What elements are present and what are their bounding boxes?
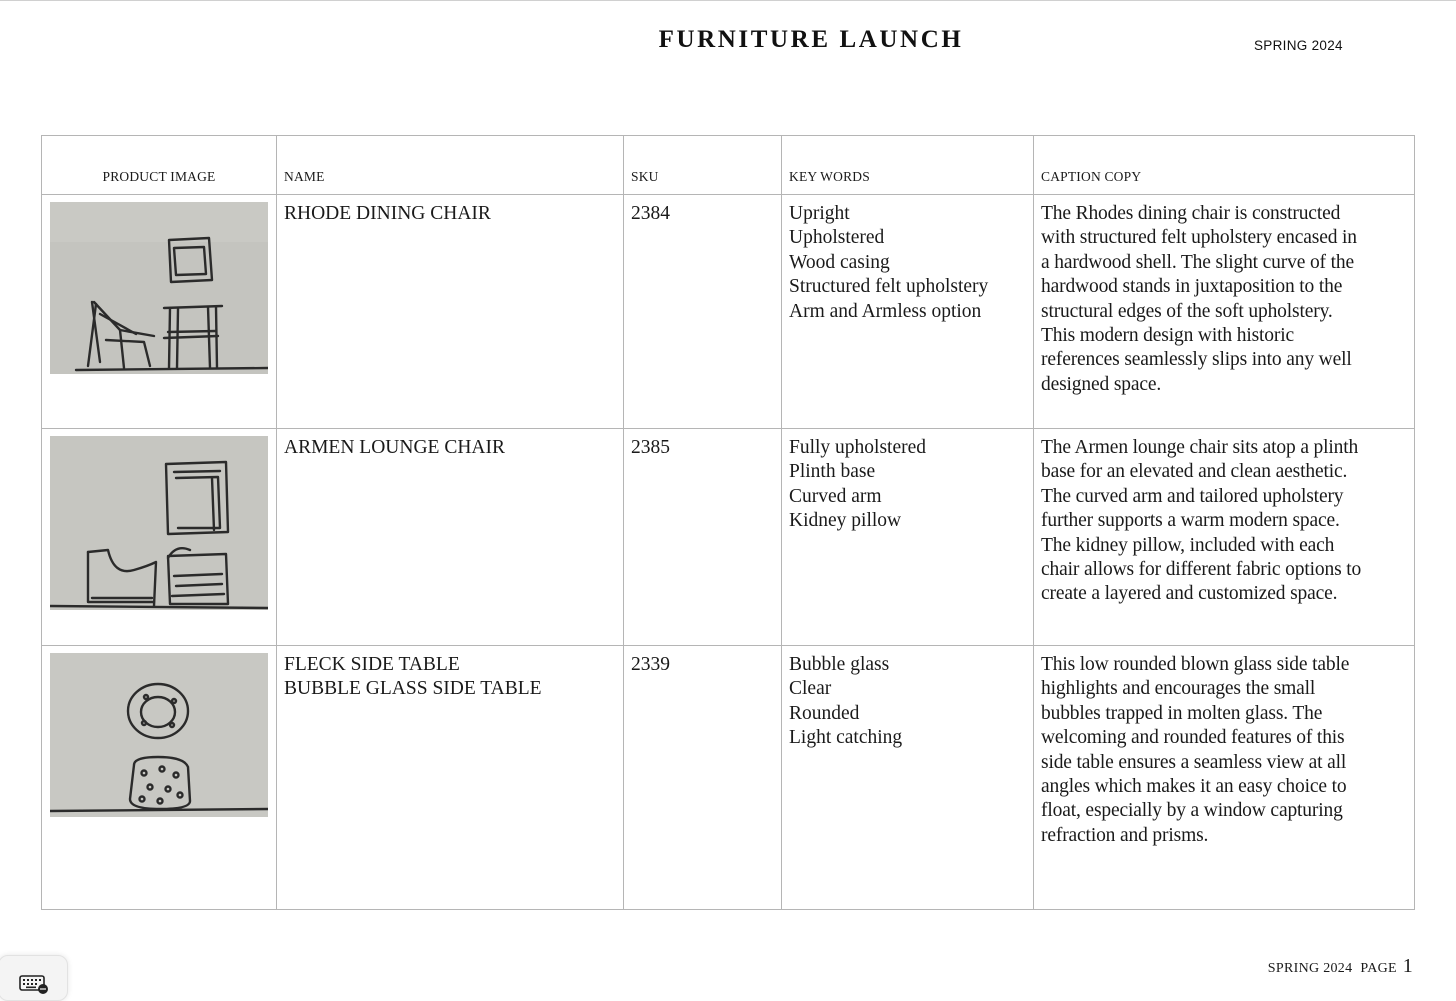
key-words-cell bbox=[782, 646, 1034, 910]
caption-line: This modern design with historic bbox=[1041, 325, 1295, 347]
lounge-chair-sketch-icon bbox=[50, 436, 268, 610]
product-table bbox=[41, 135, 1415, 910]
sku-cell bbox=[624, 646, 782, 910]
caption-line: The Rhodes dining chair is constructed bbox=[1041, 203, 1341, 224]
key-word: Structured felt upholstery bbox=[789, 276, 989, 298]
caption-line: The curved arm and tailored upholstery bbox=[1041, 485, 1344, 507]
product-name: RHODE DINING CHAIR bbox=[284, 203, 491, 224]
document-title: FURNITURE LAUNCH bbox=[658, 26, 964, 53]
caption-line: highlights and encourages the small bbox=[1041, 678, 1316, 700]
document-season: SPRING 2024 bbox=[1254, 38, 1343, 53]
table-row bbox=[42, 429, 1415, 646]
product-name-alt: BUBBLE GLASS SIDE TABLE bbox=[284, 678, 542, 700]
key-word: Light catching bbox=[789, 727, 903, 749]
product-name: ARMEN LOUNGE CHAIR bbox=[284, 437, 505, 458]
top-rule bbox=[0, 0, 1456, 1]
caption-copy-cell bbox=[1034, 646, 1415, 910]
key-word: Fully upholstered bbox=[789, 437, 927, 458]
product-image-cell bbox=[42, 195, 277, 429]
footer-page-number: 1 bbox=[1402, 955, 1413, 977]
header-product-image: PRODUCT IMAGE bbox=[42, 136, 277, 195]
caption-line: float, especially by a window capturing bbox=[1041, 800, 1343, 822]
key-word: Arm and Armless option bbox=[789, 300, 982, 322]
key-word: Clear bbox=[789, 678, 832, 700]
key-word: Plinth base bbox=[789, 461, 876, 483]
table-row bbox=[42, 646, 1415, 910]
key-word: Upholstered bbox=[789, 227, 885, 249]
key-word: Rounded bbox=[789, 702, 860, 724]
product-name-cell bbox=[277, 646, 624, 910]
sku-value: 2339 bbox=[631, 654, 670, 675]
caption-line: structural edges of the soft upholstery. bbox=[1041, 300, 1333, 322]
key-words-cell bbox=[782, 195, 1034, 429]
key-words-cell bbox=[782, 429, 1034, 646]
key-word: Wood casing bbox=[789, 251, 890, 273]
caption-copy-cell bbox=[1034, 195, 1415, 429]
caption-line: bubbles trapped in molten glass. The bbox=[1041, 702, 1323, 724]
keyboard-icon bbox=[19, 973, 49, 995]
sku-value: 2384 bbox=[631, 203, 670, 224]
caption-line: The kidney pillow, included with each bbox=[1041, 534, 1335, 556]
header-name: NAME bbox=[277, 136, 624, 195]
product-name-cell bbox=[277, 195, 624, 429]
key-word: Upright bbox=[789, 203, 850, 224]
product-image-cell bbox=[42, 429, 277, 646]
caption-line: chair allows for different fabric options to bbox=[1041, 559, 1362, 581]
chair-sketch-icon bbox=[50, 202, 268, 374]
key-word: Curved arm bbox=[789, 485, 882, 507]
caption-line: with structured felt upholstery encased in bbox=[1041, 227, 1357, 249]
caption-line: designed space. bbox=[1041, 373, 1162, 395]
caption-line: refraction and prisms. bbox=[1041, 824, 1209, 846]
caption-line: The Armen lounge chair sits atop a plinth bbox=[1041, 437, 1359, 458]
caption-line: side table ensures a seamless view at all bbox=[1041, 751, 1347, 773]
sku-value: 2385 bbox=[631, 437, 670, 458]
caption-line: welcoming and rounded features of this bbox=[1041, 727, 1345, 749]
caption-line: This low rounded blown glass side table bbox=[1041, 654, 1350, 675]
key-word: Kidney pillow bbox=[789, 510, 902, 532]
side-table-sketch-icon bbox=[50, 653, 268, 817]
caption-copy-cell bbox=[1034, 429, 1415, 646]
product-name: FLECK SIDE TABLE bbox=[284, 654, 460, 675]
caption-line: base for an elevated and clean aesthetic. bbox=[1041, 461, 1348, 483]
table-header-row bbox=[42, 136, 1415, 195]
caption-line: references seamlessly slips into any well bbox=[1041, 349, 1352, 371]
sku-cell bbox=[624, 195, 782, 429]
sku-cell bbox=[624, 429, 782, 646]
caption-line: further supports a warm modern space. bbox=[1041, 510, 1340, 532]
keyboard-widget-button[interactable] bbox=[0, 955, 68, 1001]
key-word: Bubble glass bbox=[789, 654, 890, 675]
caption-line: a hardwood shell. The slight curve of the bbox=[1041, 251, 1354, 273]
header-caption-copy: CAPTION COPY bbox=[1034, 136, 1415, 195]
caption-line: hardwood stands in juxtaposition to the bbox=[1041, 276, 1343, 298]
header-sku: SKU bbox=[624, 136, 782, 195]
table-row bbox=[42, 195, 1415, 429]
product-name-cell bbox=[277, 429, 624, 646]
caption-line: angles which makes it an easy choice to bbox=[1041, 776, 1347, 798]
footer-page-label: PAGE bbox=[1360, 961, 1397, 976]
product-image-cell bbox=[42, 646, 277, 910]
page-footer bbox=[1268, 955, 1413, 978]
footer-season: SPRING 2024 bbox=[1267, 961, 1353, 976]
caption-line: create a layered and customized space. bbox=[1041, 583, 1338, 605]
header-key-words: KEY WORDS bbox=[782, 136, 1034, 195]
